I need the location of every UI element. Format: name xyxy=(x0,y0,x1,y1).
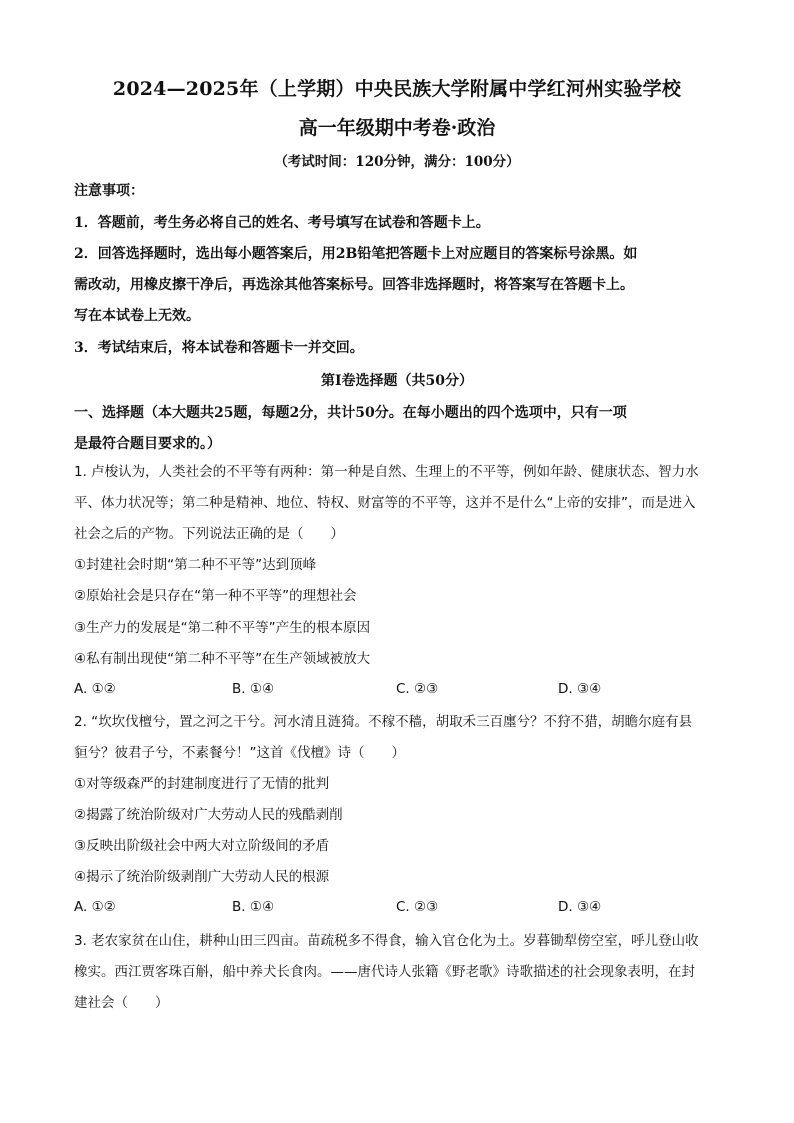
note-2-line-2: 需改动，用橡皮擦干净后，再选涂其他答案标号。回答非选择题时，将答案写在答题卡上。 xyxy=(74,277,634,293)
q1-option-d: D. ③④ xyxy=(558,681,602,697)
exam-info: （考试时间：120分钟，满分：100分） xyxy=(274,154,520,170)
q1-statement-1: ①封建社会时期“第二种不平等”达到顶峰 xyxy=(74,557,317,573)
q1-statement-4: ④私有制出现使“第二种不平等”在生产领域被放大 xyxy=(74,651,371,667)
q3-stem-line-1: 3. 老农家贫在山住，耕种山田三四亩。苗疏税多不得食，输入官仓化为土。岁暮锄犁傍空室，呼儿登山收 xyxy=(74,933,699,949)
q2-option-d: D. ③④ xyxy=(558,899,602,915)
section-title: 第Ⅰ卷选择题（共50分） xyxy=(320,373,474,389)
q2-statement-3: ③反映出阶级社会中两大对立阶级间的矛盾 xyxy=(74,838,330,854)
q2-option-a: A. ①② xyxy=(74,899,116,915)
q1-statement-2: ②原始社会是只存在“第一种不平等”的理想社会 xyxy=(74,588,357,604)
q2-statement-2: ②揭露了统治阶级对广大劳动人民的残酷剥削 xyxy=(74,807,343,823)
q3-stem-line-3: 建社会（ ） xyxy=(74,995,169,1011)
note-2-line-1: 2．回答选择题时，选出每小题答案后，用2B铅笔把答题卡上对应题目的答案标号涂黑。如 xyxy=(74,246,638,262)
q2-option-b: B. ①④ xyxy=(232,899,275,915)
q1-option-a: A. ①② xyxy=(74,681,116,697)
q1-stem-line-2: 平、体力状况等；第二种是精神、地位、特权、财富等的不平等，这并不是什么“上帝的安排”，而是进入 xyxy=(74,495,696,511)
note-2-line-3: 写在本试卷上无效。 xyxy=(74,308,200,324)
q1-options xyxy=(74,681,734,701)
section-instructions-line-1: 一、选择题（本大题共25题，每题2分，共计50分。在每小题出的四个选项中，只有一项 xyxy=(74,405,627,421)
q1-statement-3: ③生产力的发展是“第二种不平等”产生的根本原因 xyxy=(74,620,371,636)
q1-stem-line-1: 1. 卢梭认为，人类社会的不平等有两种：第一种是自然、生理上的不平等，例如年龄、健康状态、智力水 xyxy=(74,464,699,480)
q2-options xyxy=(74,899,734,919)
exam-subtitle: 高一年级期中考卷·政治 xyxy=(298,117,496,139)
q2-option-c: C. ②③ xyxy=(396,899,439,915)
note-3: 3．考试结束后，将本试卷和答题卡一并交回。 xyxy=(74,340,364,356)
notes-heading: 注意事项： xyxy=(74,183,144,199)
note-1: 1．答题前，考生务必将自己的姓名、考号填写在试卷和答题卡上。 xyxy=(74,215,490,231)
q1-option-c: C. ②③ xyxy=(396,681,439,697)
q2-stem-line-2: 貆兮？彼君子兮，不素餐兮！”这首《伐檀》诗（ ） xyxy=(74,745,405,761)
q2-stem-line-1: 2. “坎坎伐檀兮，置之河之干兮。河水清且涟猗。不稼不穑，胡取禾三百廛兮？不狩不猎，胡瞻尔庭有县 xyxy=(74,714,693,730)
q1-stem-line-3: 社会之后的产物。下列说法正确的是（ ） xyxy=(74,526,344,542)
q1-option-b: B. ①④ xyxy=(232,681,275,697)
section-instructions-line-2: 是最符合题目要求的。） xyxy=(74,436,221,452)
exam-title: 2024—2025年（上学期）中央民族大学附属中学红河州实验学校 xyxy=(112,78,682,100)
q2-statement-1: ①对等级森严的封建制度进行了无情的批判 xyxy=(74,776,330,792)
q3-stem-line-2: 橡实。西江贾客珠百斛，船中养犬长食肉。——唐代诗人张籍《野老歌》诗歌描述的社会现象表明，在封 xyxy=(74,964,695,980)
q2-statement-4: ④揭示了统治阶级剥削广大劳动人民的根源 xyxy=(74,869,330,885)
